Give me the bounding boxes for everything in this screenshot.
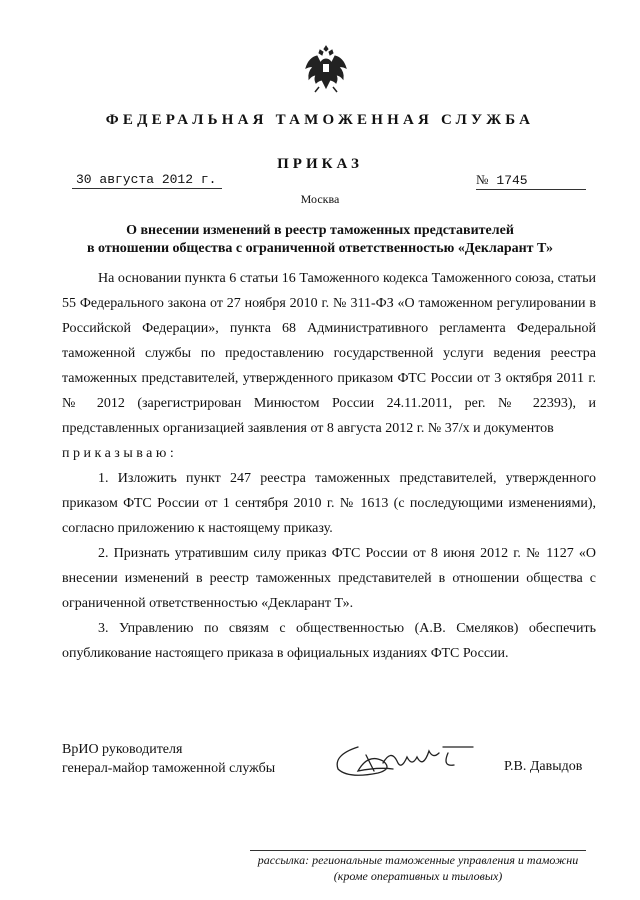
order-number-field (476, 172, 586, 190)
subject-line-1: О внесении изменений в реестр таможенных представителей (126, 223, 514, 238)
order-body (62, 266, 596, 666)
signatory-name: Р.В. Давыдов (504, 759, 583, 774)
order-item-3: 3. Управлению по связям с общественностью (А.В. Смеляков) обеспечить опубликование настоящего приказа в официальных изданиях ФТС России. (62, 621, 596, 661)
order-item-1: 1. Изложить пункт 247 реестра таможенных представителей, утвержденного приказом ФТС России от 1 сентября 2010 г. № 1613 (с последующими изменениями), согласно приложению к настоящему приказу. (62, 471, 596, 536)
signatory-title-line-2: генерал-майор таможенной службы (62, 761, 276, 776)
mailing-line-2: (кроме оперативных и тыловых) (333, 869, 503, 883)
mailing-line-1: рассылка: региональные таможенные управления и таможни (257, 853, 579, 867)
document-type: ПРИКАЗ (277, 156, 363, 172)
signatory-title (62, 740, 275, 778)
order-item-2: 2. Признать утратившим силу приказ ФТС России от 8 июня 2012 г. № 1127 «О внесении изменений в реестр таможенных представителей в отношении общества с ограниченной ответственностью «Декларант Т». (62, 546, 596, 611)
order-word: приказываю: (62, 446, 178, 461)
preamble-paragraph: На основании пункта 6 статьи 16 Таможенного кодекса Таможенного союза, статьи 55 Федерального закона от 27 ноября 2010 г. № 311-ФЗ «О таможенном регулировании в Российской Федерации», пункта 68 Административного регламента Федеральной таможенной службы по предоставлению государственной услуги ведения реестра таможенных представителей, утвержденного приказом ФТС России от 3 октября 2011 г. № 2012 (зарегистрирован Минюстом России 24.11.2011, рег. № 22393), и представленных организацией заявления от 8 августа 2012 г. № 37/х и документов (62, 271, 596, 436)
order-date: 30 августа 2012 г. (72, 172, 222, 189)
order-number: 1745 (496, 173, 528, 188)
agency-name: ФЕДЕРАЛЬНАЯ ТАМОЖЕННАЯ СЛУЖБА (105, 112, 535, 128)
handwritten-signature (328, 735, 478, 785)
subject-line-2: в отношении общества с ограниченной ответственностью «Декларант Т» (86, 241, 554, 256)
mailing-divider (250, 850, 586, 851)
city: Москва (300, 192, 340, 206)
double-headed-eagle-emblem (303, 42, 349, 94)
signatory-title-line-1: ВрИО руководителя (62, 742, 183, 757)
number-label: № (476, 172, 489, 187)
order-subject (0, 222, 640, 258)
mailing-list (250, 852, 586, 884)
